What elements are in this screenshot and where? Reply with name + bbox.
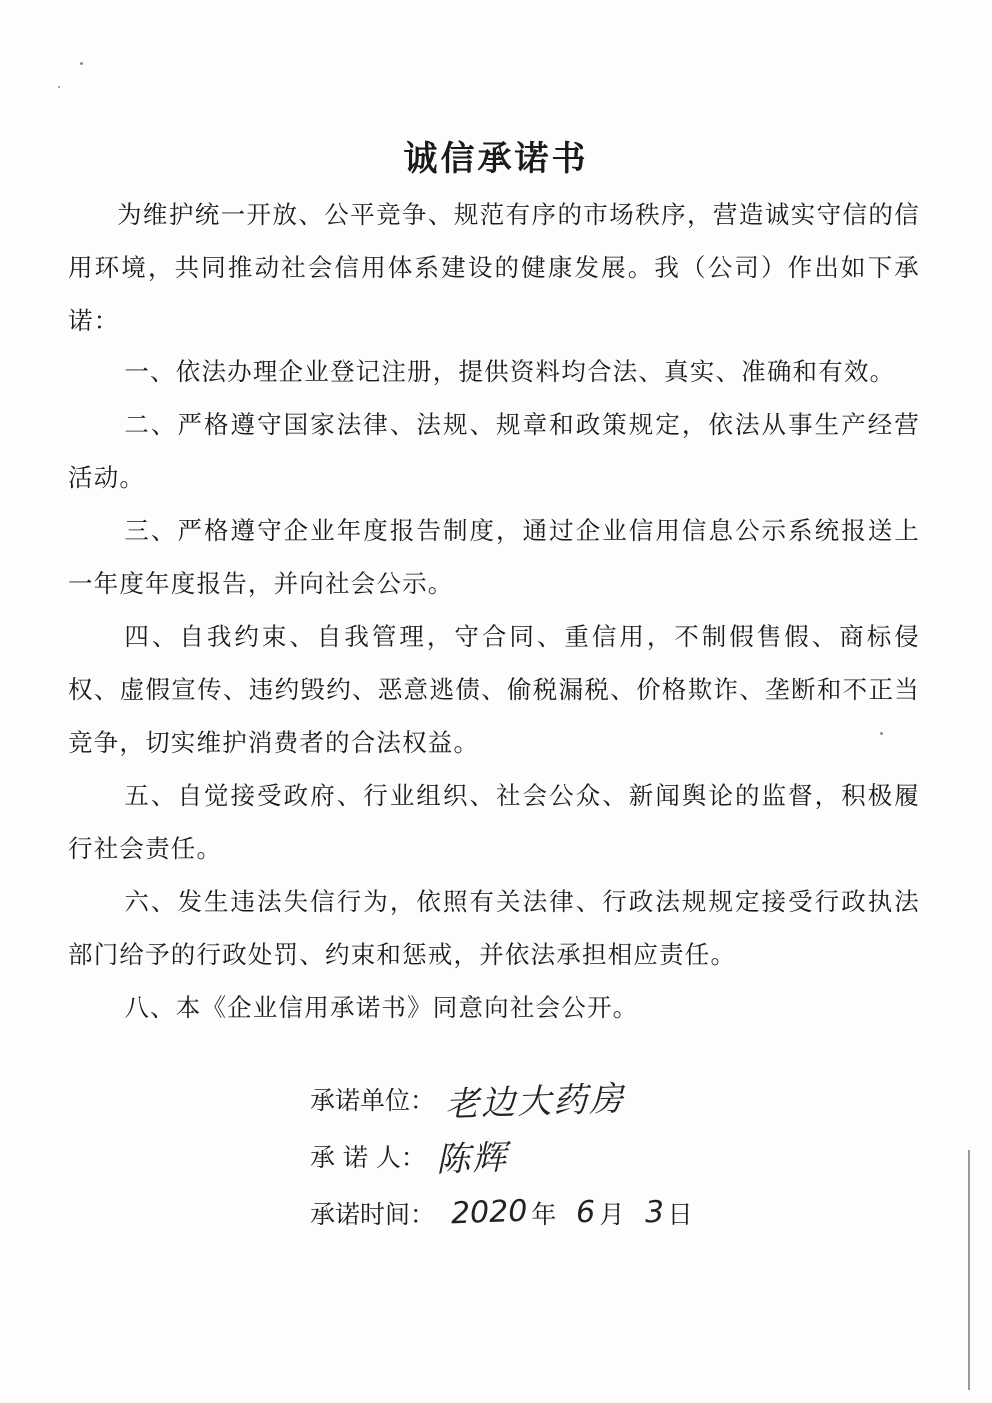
clause-8: 八、本《企业信用承诺书》同意向社会公开。: [124, 993, 639, 1022]
unit-handwritten-value: 老边大药房: [444, 1078, 626, 1126]
clause-5: 五、自觉接受政府、行业组织、社会公众、新闻舆论的监督，积极履行社会责任。: [68, 781, 920, 863]
clause-2: 二、严格遵守国家法律、法规、规章和政策规定，依法从事生产经营活动。: [68, 410, 920, 492]
scan-speck: [58, 86, 60, 88]
handwritten-signature: 陈辉: [435, 1137, 509, 1181]
scan-margin-line: [968, 1150, 970, 1390]
clause-3: 三、严格遵守企业年度报告制度，通过企业信用信息公示系统报送上一年度年度报告，并向社会公示。: [68, 516, 920, 598]
unit-row: [310, 1070, 830, 1127]
unit-label: 承诺单位：: [310, 1085, 436, 1115]
date-day: 3: [643, 1194, 665, 1231]
document-title: 诚信承诺书: [403, 138, 589, 179]
intro-paragraph: 为维护统一开放、公平竞争、规范有序的市场秩序，营造诚实守信的信用环境，共同推动社会信用体系建设的健康发展。我（公司）作出如下承诺：: [68, 200, 920, 335]
person-row: [310, 1127, 830, 1184]
date-label: 承诺时间：: [310, 1199, 436, 1229]
clause-1: 一、依法办理企业登记注册，提供资料均合法、真实、准确和有效。: [124, 357, 896, 386]
scan-speck: [80, 62, 83, 65]
date-day-unit: 日: [667, 1199, 693, 1229]
date-year: 2020: [450, 1193, 528, 1232]
clauses-list: [68, 345, 920, 1034]
person-label: 承 诺 人：: [310, 1142, 426, 1172]
date-year-unit: 年: [531, 1199, 557, 1229]
date-row: [310, 1184, 830, 1241]
date-month-unit: 月: [599, 1199, 625, 1229]
signature-block: [310, 1070, 830, 1241]
clause-4: 四、自我约束、自我管理，守合同、重信用，不制假售假、商标侵权、虚假宣传、违约毁约、恶意逃债、偷税漏税、价格欺诈、垄断和不正当竞争，切实维护消费者的合法权益。: [68, 622, 920, 757]
intro-paragraph-block: [68, 188, 920, 347]
date-month: 6: [575, 1194, 597, 1231]
clause-6: 六、发生违法失信行为，依照有关法律、行政法规规定接受行政执法部门给予的行政处罚、约束和惩戒，并依法承担相应责任。: [68, 887, 920, 969]
